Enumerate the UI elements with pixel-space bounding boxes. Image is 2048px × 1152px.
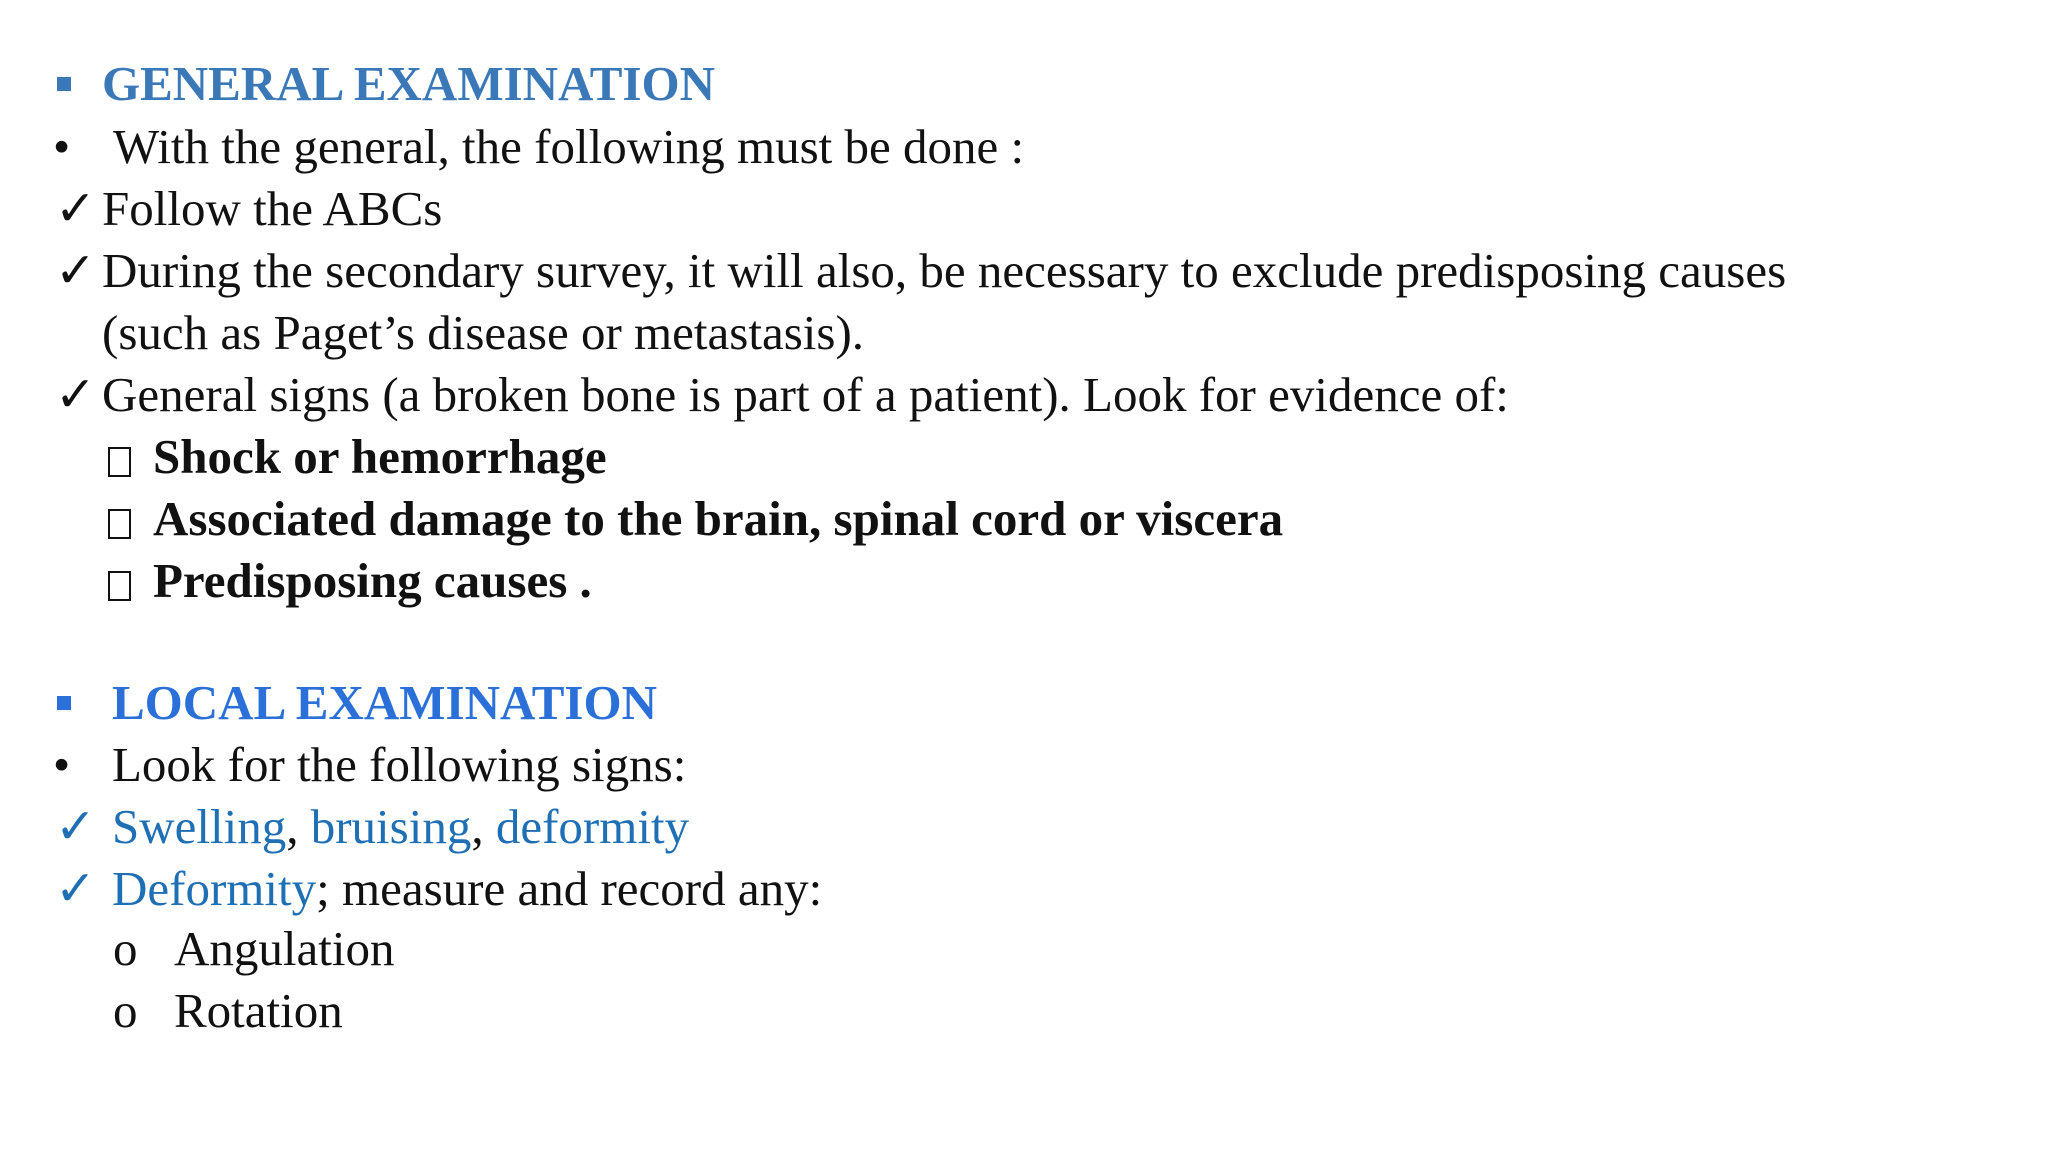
sign-bruising: bruising (310, 799, 472, 854)
circle-bullet-icon: o (113, 983, 138, 1038)
general-check-secondary-survey: During the secondary survey, it will also, be necessary to exclude predisposing causes (102, 243, 1787, 298)
sign-swelling: Swelling (112, 799, 287, 854)
general-examination-heading: GENERAL EXAMINATION (102, 56, 716, 111)
sign-deformity: deformity (495, 799, 690, 854)
circle-bullet-icon: o (113, 921, 138, 976)
local-examination-heading: LOCAL EXAMINATION (112, 675, 657, 730)
check-icon: ✓ (55, 243, 97, 298)
deformity-term: Deformity (112, 861, 317, 916)
square-bullet-icon (57, 77, 71, 91)
square-bullet-icon (57, 696, 71, 710)
evidence-item-shock (108, 426, 607, 488)
evidence-item-associated-damage (108, 488, 1283, 550)
evidence-item-label: Associated damage to the brain, spinal cord or viscera (153, 491, 1284, 546)
check-icon: ✓ (55, 861, 97, 916)
bullet-icon: • (53, 737, 71, 792)
check-icon: ✓ (55, 799, 97, 854)
sign-separator: , (286, 799, 311, 854)
sub-item-rotation: Rotation (174, 983, 343, 1038)
deformity-rest: ; measure and record any: (316, 861, 823, 916)
bullet-icon: • (53, 119, 71, 174)
evidence-item-label: Predisposing causes . (153, 553, 592, 608)
empty-box-icon (108, 571, 131, 601)
empty-box-icon (108, 509, 131, 539)
check-icon: ✓ (55, 367, 97, 422)
evidence-item-label: Shock or hemorrhage (153, 429, 607, 484)
sub-item-angulation: Angulation (174, 921, 395, 976)
check-icon: ✓ (55, 181, 97, 236)
empty-box-icon (108, 447, 131, 477)
local-intro: Look for the following signs: (112, 737, 687, 792)
general-intro: With the general, the following must be done : (113, 119, 1025, 174)
general-check-abcs: Follow the ABCs (102, 181, 443, 236)
sign-separator: , (471, 799, 496, 854)
general-check-general-signs: General signs (a broken bone is part of a patient). Look for evidence of: (102, 367, 1509, 422)
general-check-secondary-survey-continued: (such as Paget’s disease or metastasis). (102, 305, 865, 360)
evidence-item-predisposing (108, 550, 592, 612)
local-signs-line (112, 796, 689, 858)
local-deformity-line (112, 858, 822, 920)
